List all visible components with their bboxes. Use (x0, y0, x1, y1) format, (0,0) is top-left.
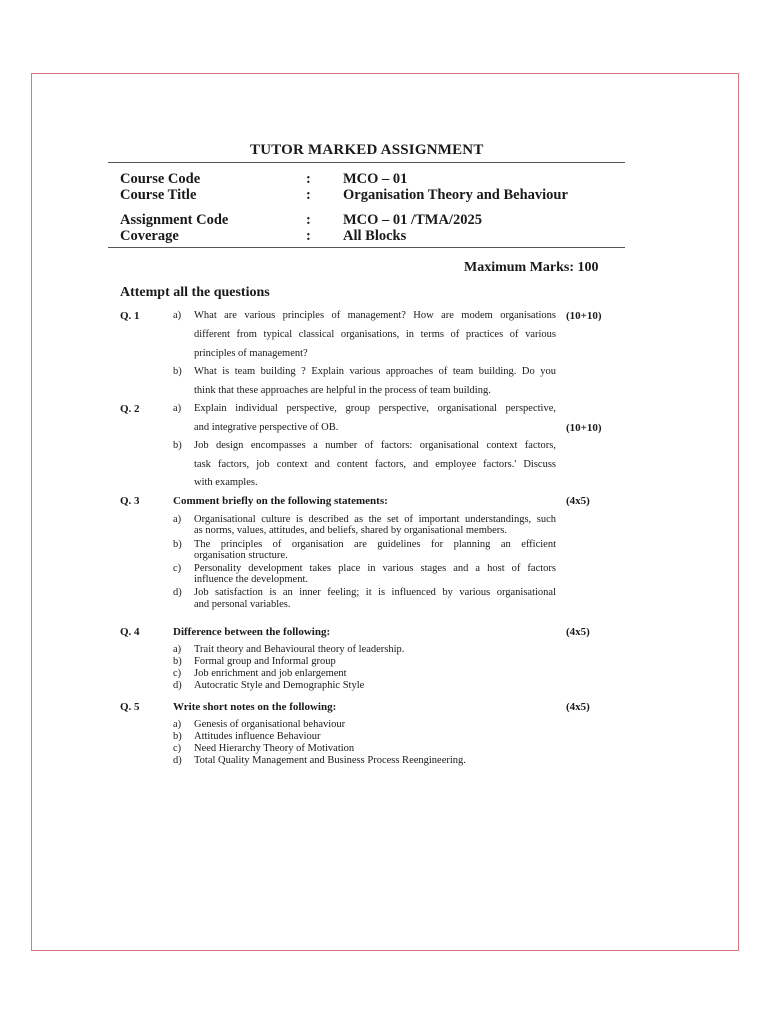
sub-question-label: c) (173, 668, 182, 679)
assignment-code-label: Assignment Code (120, 212, 229, 228)
header-bottom-rule (108, 247, 625, 248)
question-text-line: principles of management? (194, 348, 308, 359)
question-text-line: Genesis of organisational behaviour (194, 719, 346, 730)
question-text-line: Job design encompasses a number of factors: organisational context factors, (194, 440, 556, 451)
question-heading: Comment briefly on the following statements: (173, 495, 388, 507)
sub-question-label: b) (173, 731, 182, 742)
question-marks: (10+10) (566, 422, 602, 434)
question-text-line: different from typical classical organisations, in terms of practices of various (194, 329, 556, 340)
question-text-line: Attitudes influence Behaviour (194, 731, 321, 742)
question-text-line: Job enrichment and job enlargement (194, 668, 347, 679)
question-text-line: Autocratic Style and Demographic Style (194, 680, 365, 691)
question-text-line: think that these approaches are helpful in the process of team building. (194, 385, 491, 396)
coverage-colon: : (306, 228, 311, 244)
question-text-line: Total Quality Management and Business Process Reengineering. (194, 755, 466, 766)
sub-question-label: a) (173, 719, 182, 730)
question-heading: Write short notes on the following: (173, 701, 337, 713)
question-text-line: as norms, values, attitudes, and beliefs, shared by organisational members. (194, 525, 507, 536)
question-text-line: Need Hierarchy Theory of Motivation (194, 743, 355, 754)
sub-question-label: a) (173, 310, 182, 321)
course-title-value: Organisation Theory and Behaviour (343, 187, 568, 203)
sub-question-label: b) (173, 656, 182, 667)
sub-question-label: a) (173, 403, 182, 414)
course-code-value: MCO – 01 (343, 171, 408, 187)
question-number: Q. 2 (120, 403, 140, 415)
course-code-label: Course Code (120, 171, 201, 187)
question-number: Q. 5 (120, 701, 140, 713)
question-text-line: and personal variables. (194, 599, 291, 610)
question-text-line: Organisational culture is described as the set of important understandings, such (194, 514, 556, 525)
sub-question-label: b) (173, 366, 182, 377)
sub-question-label: b) (173, 440, 182, 451)
coverage-label: Coverage (120, 228, 179, 244)
sub-question-label: a) (173, 644, 182, 655)
assignment-code-colon: : (306, 212, 311, 228)
question-marks: (10+10) (566, 310, 602, 322)
assignment-code-value: MCO – 01 /TMA/2025 (343, 212, 482, 228)
sub-question-label: b) (173, 539, 182, 550)
question-marks: (4x5) (566, 495, 590, 507)
question-text-line: Job satisfaction is an inner feeling; it is influenced by various organisational (194, 587, 556, 598)
question-text-line: task factors, job context and content factors, and employee factors.' Discuss (194, 459, 556, 470)
sub-question-label: c) (173, 563, 182, 574)
sub-question-label: d) (173, 587, 182, 598)
question-text-line: with examples. (194, 477, 258, 488)
question-text-line: organisation structure. (194, 550, 288, 561)
page-border (31, 73, 739, 951)
sub-question-label: a) (173, 514, 182, 525)
course-title-colon: : (306, 187, 311, 203)
document-title: TUTOR MARKED ASSIGNMENT (250, 142, 484, 158)
question-text-line: What is team building ? Explain various approaches of team building. Do you (194, 366, 556, 377)
maximum-marks: Maximum Marks: 100 (464, 260, 599, 275)
sub-question-label: c) (173, 743, 182, 754)
question-text-line: The principles of organisation are guidelines for planning an efficient (194, 539, 556, 550)
question-text-line: Explain individual perspective, group perspective, organisational perspective, (194, 403, 556, 414)
course-title-label: Course Title (120, 187, 197, 203)
instruction-heading: Attempt all the questions (120, 285, 270, 300)
question-marks: (4x5) (566, 626, 590, 638)
question-heading: Difference between the following: (173, 626, 331, 638)
question-text-line: influence the development. (194, 574, 308, 585)
question-text-line: Personality development takes place in various stages and a host of factors (194, 563, 556, 574)
question-number: Q. 1 (120, 310, 140, 322)
sub-question-label: d) (173, 680, 182, 691)
course-code-colon: : (306, 171, 311, 187)
question-text-line: What are various principles of management? How are modem organisations (194, 310, 556, 321)
header-top-rule (108, 162, 625, 163)
question-text-line: Formal group and Informal group (194, 656, 336, 667)
coverage-value: All Blocks (343, 228, 407, 244)
question-marks: (4x5) (566, 701, 590, 713)
question-text-line: and integrative perspective of OB. (194, 422, 339, 433)
question-number: Q. 4 (120, 626, 140, 638)
question-number: Q. 3 (120, 495, 140, 507)
question-text-line: Trait theory and Behavioural theory of leadership. (194, 644, 405, 655)
sub-question-label: d) (173, 755, 182, 766)
